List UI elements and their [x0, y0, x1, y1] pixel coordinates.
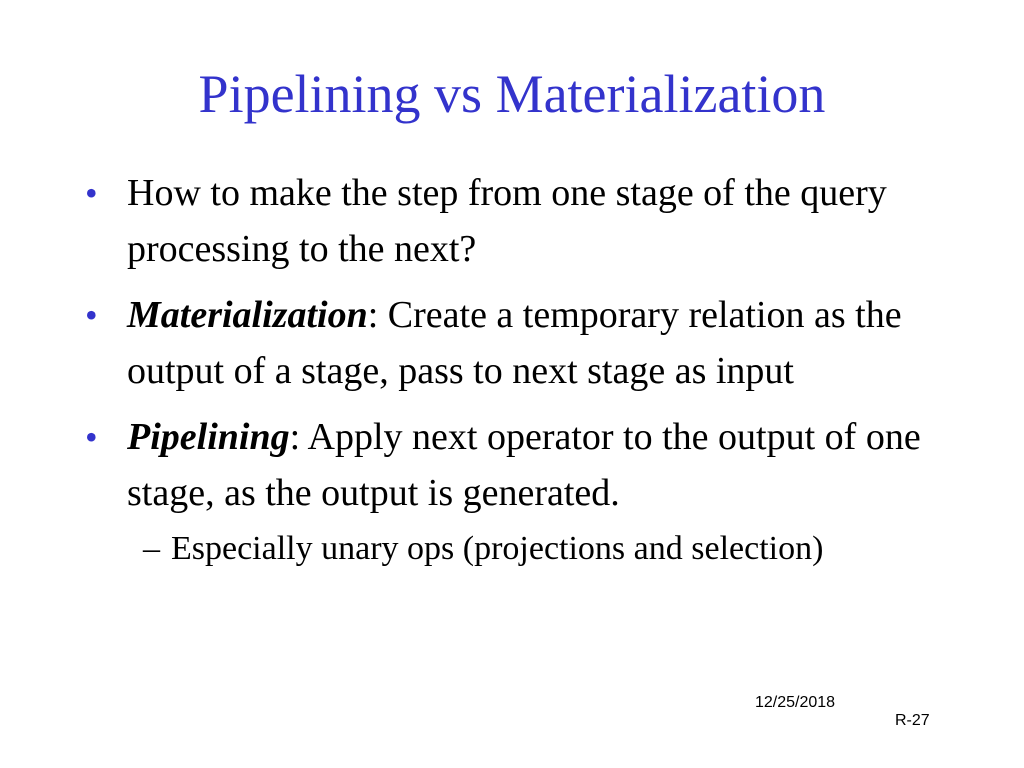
- slide-title: Pipelining vs Materialization: [198, 64, 826, 124]
- slide-page-number: R-27: [895, 712, 930, 729]
- bullet-glyph: •: [85, 295, 98, 335]
- bullet-glyph: •: [85, 173, 98, 213]
- sub-bullet-text: Especially unary ops (projections and selection): [171, 530, 824, 567]
- sub-bullet-glyph: –: [143, 530, 160, 567]
- bullet-list: [85, 165, 955, 571]
- bullet-item-2: [85, 287, 955, 399]
- bullet-emphasis: Pipelining: [127, 416, 290, 458]
- bullet-text: : Create a temporary relation as the output of a stage, pass to next stage as input: [127, 294, 902, 392]
- sub-bullet-item: [85, 527, 955, 571]
- bullet-item-1: [85, 165, 955, 277]
- bullet-item-3: [85, 409, 955, 521]
- bullet-emphasis: Materialization: [127, 294, 368, 336]
- bullet-text: How to make the step from one stage of the query processing to the next?: [127, 172, 887, 270]
- bullet-text: : Apply next operator to the output of one stage, as the output is generated.: [127, 416, 921, 514]
- bullet-glyph: •: [85, 417, 98, 457]
- slide-date: 12/25/2018: [755, 694, 836, 711]
